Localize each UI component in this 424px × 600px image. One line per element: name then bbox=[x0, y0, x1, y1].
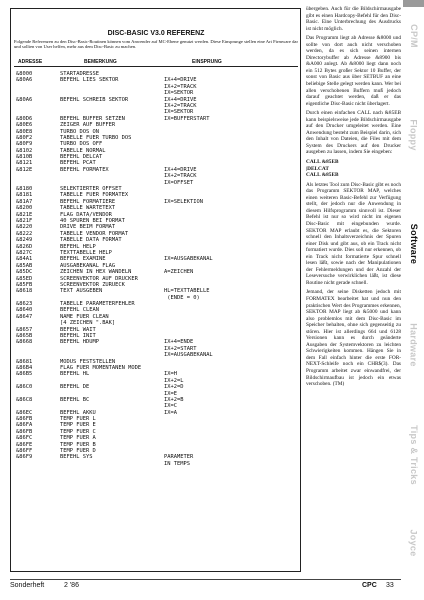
row-bemerkung: TEMP FUER B bbox=[60, 441, 96, 448]
row-einsprung: IX=SELEKTION bbox=[164, 198, 203, 205]
row-einsprung: IX+2=L bbox=[164, 377, 184, 384]
row-adresse: &85AB bbox=[16, 262, 33, 269]
row-adresse: &826D bbox=[16, 243, 33, 250]
row-adresse: &86FC bbox=[16, 435, 33, 442]
row-bemerkung: AUSGABEKANAL FLAG bbox=[60, 262, 116, 269]
row-einsprung: IX+4=DRIVE bbox=[164, 166, 197, 173]
reference-table bbox=[14, 71, 298, 467]
row-einsprung: IX=BUFFERSTART bbox=[164, 115, 210, 122]
row-bemerkung: BEFEHL CLEAN bbox=[60, 307, 99, 314]
row-adresse: &827C bbox=[16, 249, 33, 256]
row-adresse: &86FB bbox=[16, 416, 33, 423]
row-bemerkung: BEFEHL HELP bbox=[60, 243, 96, 250]
row-einsprung: IX+4=ENDE bbox=[164, 339, 194, 346]
tab-cpm: CP/M bbox=[409, 24, 420, 48]
row-bemerkung: [4 ZEICHEN ".BAK] bbox=[60, 320, 116, 327]
row-bemerkung: TEMP FUER L bbox=[60, 416, 96, 423]
row-einsprung: IX=E bbox=[164, 390, 177, 397]
row-adresse: &86FA bbox=[16, 422, 33, 429]
row-adresse: &8181 bbox=[16, 192, 33, 199]
row-adresse: &80D6 bbox=[16, 115, 33, 122]
row-einsprung: IX+2=TRACK bbox=[164, 102, 197, 109]
footer-rule bbox=[10, 579, 401, 580]
row-bemerkung: BEFEHL DE bbox=[60, 384, 90, 391]
row-bemerkung: SCREENVEKTOR ZURUECK bbox=[60, 281, 125, 288]
row-bemerkung: BEFEHL SYS bbox=[60, 454, 93, 461]
row-bemerkung: BEFEHL BUFFER SETZEN bbox=[60, 115, 125, 122]
row-bemerkung: BEFEHL HL bbox=[60, 371, 90, 378]
row-einsprung: IX=C bbox=[164, 403, 177, 410]
row-adresse: &86C8 bbox=[16, 396, 33, 403]
tab-tips-tricks: Tips & Tricks bbox=[409, 425, 420, 485]
row-adresse: &8222 bbox=[16, 230, 33, 237]
row-einsprung: IX+2=START bbox=[164, 345, 197, 352]
row-adresse: &80E6 bbox=[16, 122, 33, 129]
row-bemerkung: DRIVE BEIM FORMAT bbox=[60, 224, 116, 231]
tab-floppy: Floppy bbox=[409, 119, 420, 151]
row-adresse: &86C0 bbox=[16, 384, 33, 391]
row-adresse: &8668 bbox=[16, 339, 33, 346]
row-adresse: &85ED bbox=[16, 275, 33, 282]
row-einsprung: IX+4=DRIVE bbox=[164, 96, 197, 103]
row-adresse: &85DC bbox=[16, 269, 33, 276]
row-adresse: &8220 bbox=[16, 224, 33, 231]
row-adresse: &84A1 bbox=[16, 256, 33, 263]
row-adresse: &8000 bbox=[16, 71, 33, 77]
row-bemerkung: BEFEHL FORMATEX bbox=[60, 166, 109, 173]
row-einsprung: HL=TEXTTABELLE bbox=[164, 288, 210, 295]
row-bemerkung: TURBO DOS ON bbox=[60, 128, 99, 135]
row-einsprung: (ENDE = 0) bbox=[164, 294, 200, 301]
row-bemerkung: BEFEHL SCHREIB SEKTOR bbox=[60, 96, 129, 103]
header-bemerkung: BEMERKUNG bbox=[84, 59, 117, 65]
section-tabs bbox=[403, 0, 424, 600]
row-bemerkung: TABELLE VENDOR FORMAT bbox=[60, 230, 129, 237]
row-bemerkung: BEFEHL DELCAT bbox=[60, 154, 103, 161]
footer-brand: CPC bbox=[362, 582, 377, 589]
article-paragraph: Als letztes Tool zum Disc-Basic gibt es noch das Programm SEKTOR MAP, welches einen weiteren Basic-Befehl zur Verfügung stellt, der jedoch nur die Anwendung in diesem Hilfsprogramm sinnvoll ist. Dieser Befehl ist nur so wird nicht im eigenen Disc-Basic mit eingebunden wurde. SEKTOR MAP erlaubt es, die Sektoren schnell den Inhaltsverzeichnis der Spuren einer Disk und gibt aus, ob ein Track nicht formatiert wurde. Dies soll nur erkennen, ob ein Track nicht formatierte Spur schnell lesen läßt, sowie nach der Manipulationen der Fehlermeldungen und der Anzahl der Leseversuche verwirklichen läßt, ist diese Routine nicht gerade schnell. bbox=[306, 181, 402, 286]
row-adresse: &810B bbox=[16, 154, 33, 161]
reference-intro: Folgende Referenzen zu den Disc-Basic-Routinen können vom Anwender auf MC-Ebene genutzt werden. Diese Einsprunge stellen eine Art Firmware dar und sollten von User helfen, mehr aus dem Disc-Basic zu machen. bbox=[14, 39, 298, 50]
row-einsprung: IX=OFFSET bbox=[164, 179, 194, 186]
row-bemerkung: TEMP FUER D bbox=[60, 448, 96, 455]
footer-issue: 2 '86 bbox=[64, 582, 79, 589]
row-bemerkung: ZEIGER AUF BUFFER bbox=[60, 122, 116, 129]
row-adresse: &8640 bbox=[16, 307, 33, 314]
row-adresse: &86F9 bbox=[16, 454, 33, 461]
row-einsprung: IX+2=D bbox=[164, 384, 184, 391]
row-bemerkung: TEMP FUER E bbox=[60, 422, 96, 429]
row-adresse: &80F9 bbox=[16, 141, 33, 148]
row-bemerkung: BEFEHL AKKU bbox=[60, 409, 96, 416]
row-adresse: &80F2 bbox=[16, 134, 33, 141]
row-adresse: &8121 bbox=[16, 160, 33, 167]
tab-joyce: Joyce bbox=[409, 529, 419, 557]
row-bemerkung: TABELLE PARAMETERFEHLER bbox=[60, 301, 135, 308]
article-paragraph: Das Programm liegt ab Adresse &8000 und sollte von dort auch nicht verschoben werden, da es sich seinen internen Directorybuffer ab Adresse &8900 bis &A000 anlegt. Ab &8000 liegt dann noch ein 512 Bytes großer Sektor 10 Buffer, der sonst von Basic aus über SETBUF an eine beliebige Stelle gelegt werden kann. Wer bei allen verschobenen Buffern muß jedoch darauf geachtet werden, daß er das eigentliche Disc-Basic nicht überlagert. bbox=[306, 35, 401, 107]
code-line: CALL &85EB bbox=[306, 159, 339, 166]
code-line: |DELCAT bbox=[306, 165, 329, 172]
row-bemerkung: BEFEHL FORMATIERE bbox=[60, 198, 116, 205]
row-bemerkung: 40 SPUREN BEI FORMAT bbox=[60, 217, 125, 224]
row-einsprung: IX+2=TRACK bbox=[164, 173, 197, 180]
row-adresse: &8618 bbox=[16, 288, 33, 295]
row-bemerkung: TEMP FUER A bbox=[60, 435, 96, 442]
row-bemerkung: TABELLE NORMAL bbox=[60, 147, 106, 154]
tab-hardware: Hardware bbox=[409, 323, 420, 367]
row-bemerkung: NAME FUER CLEAN bbox=[60, 313, 109, 320]
row-adresse: &8681 bbox=[16, 358, 33, 365]
row-bemerkung: FLAG DATA/VENDOR bbox=[60, 211, 112, 218]
row-adresse: &86FB bbox=[16, 428, 33, 435]
row-adresse: &86EC bbox=[16, 409, 33, 416]
row-adresse: &8657 bbox=[16, 326, 33, 333]
row-adresse: &80A6 bbox=[16, 77, 33, 84]
row-bemerkung: STARTADRESSE bbox=[60, 71, 99, 77]
row-adresse: &8180 bbox=[16, 186, 33, 193]
row-adresse: &821F bbox=[16, 217, 33, 224]
row-bemerkung: TABELLE FUER FORMATEX bbox=[60, 192, 129, 199]
row-bemerkung: TABELLE WARTETEXT bbox=[60, 205, 116, 212]
row-adresse: &821E bbox=[16, 211, 33, 218]
row-einsprung: IX+4=DRIVE bbox=[164, 77, 197, 84]
table-row bbox=[14, 461, 298, 467]
row-bemerkung: BEFEHL INIT bbox=[60, 333, 96, 340]
footer-page-number: 33 bbox=[386, 582, 394, 589]
footer-sonderheft: Sonderheft bbox=[10, 582, 45, 589]
table-header bbox=[14, 58, 298, 67]
header-adresse: ADRESSE bbox=[18, 59, 43, 65]
row-adresse: &86B5 bbox=[16, 371, 33, 378]
row-bemerkung: TEXT AUSGEBEN bbox=[60, 288, 103, 295]
row-adresse: &86B4 bbox=[16, 364, 33, 371]
row-bemerkung: MODUS FESTSTELLEN bbox=[60, 358, 116, 365]
row-einsprung: IX=SEKTOR bbox=[164, 109, 194, 116]
row-bemerkung: SCREENVEKTOR AUF DRUCKER bbox=[60, 275, 138, 282]
row-bemerkung: TABELLE DATA FORMAT bbox=[60, 237, 122, 244]
row-adresse: &81A7 bbox=[16, 198, 33, 205]
row-adresse: &8647 bbox=[16, 313, 33, 320]
article-column bbox=[306, 6, 401, 391]
row-einsprung: IN TEMPS bbox=[164, 460, 190, 467]
reference-title: DISC-BASIC V3.0 REFERENZ bbox=[107, 30, 205, 37]
row-bemerkung: BEFEHL BC bbox=[60, 396, 90, 403]
row-adresse: &8623 bbox=[16, 301, 33, 308]
row-bemerkung: TURBO DOS OFF bbox=[60, 141, 103, 148]
row-einsprung: IX=A bbox=[164, 409, 177, 416]
row-adresse: &8200 bbox=[16, 205, 33, 212]
row-bemerkung: TEXTTABELLE HELP bbox=[60, 249, 112, 256]
row-adresse: &8102 bbox=[16, 147, 33, 154]
row-adresse: &812E bbox=[16, 166, 33, 173]
row-einsprung: IX+2=TRACK bbox=[164, 83, 197, 90]
row-bemerkung: BEFEHL HDUMP bbox=[60, 339, 99, 346]
row-adresse: &85FB bbox=[16, 281, 33, 288]
article-paragraph: Durch einen einfachen CALL nach &85EB kann beispielsweise jede Bildschirmausgabe auf den Drucker umgeleitet werden. Eine Anwendung besteht zum Beispiel darin, sich den Inhalt von Dateien, die Files mit dem System des Druckers auf den Drucker ausgeben zu lassen, indem Sie eingeben: bbox=[306, 110, 401, 156]
row-einsprung: IX+2=B bbox=[164, 396, 184, 403]
row-einsprung: IX=AUSGABEKANAL bbox=[164, 352, 213, 359]
row-adresse: &865B bbox=[16, 333, 33, 340]
code-line: CALL &85EB bbox=[306, 172, 339, 179]
row-adresse: &80A6 bbox=[16, 96, 33, 103]
row-adresse: &86FF bbox=[16, 448, 33, 455]
article-paragraph: übergeben. Auch für die Bildschirmausgabe gibt es einen Hardcopy-Befehl für den Disc-Basic. Eine Unterbrechung des Ausdrucks ist nicht möglich. bbox=[306, 6, 401, 32]
header-einsprung: EINSPRUNG bbox=[192, 59, 222, 65]
row-bemerkung: ZEICHEN IN HEX WANDELN bbox=[60, 269, 132, 276]
row-bemerkung: TABELLE FUER TURBO DOS bbox=[60, 134, 132, 141]
row-einsprung: IX=SEKTOR bbox=[164, 90, 194, 97]
row-bemerkung: FLAG FUER MOMENTANEN MODE bbox=[60, 364, 142, 371]
article-paragraph: Jemand, der seine Disketten jedoch mit FORMATEX bearbeitet hat und nun den praktischen Wert des Programmes erkennen, SEKTOR MAP liegt ab &5000 und kann also problemlos mit dem Disc-Basic im Speicher behalten, ohne sich gegenseitig zu stören. Hier ist allerdings 664 und 6128 Versionen kann es durch geänderte Ausgaben der Systemvektoren zu leichten Schwierigkeiten kommen. Hängen Sie in dem Fall einfach hinter die erste FOR-NEXT-Schleife noch ein CHR$(3). Das Programm arbeitet zwar einwandfrei, der Bildschirmaufbau ist jedoch ein etwas verschoben. (TM) bbox=[306, 289, 401, 388]
row-einsprung: IX=H bbox=[164, 371, 177, 378]
row-adresse: &86FE bbox=[16, 441, 33, 448]
row-einsprung: PARAMETER bbox=[164, 454, 194, 461]
row-einsprung: A=ZEICHEN bbox=[164, 269, 194, 276]
row-adresse: &80E8 bbox=[16, 128, 33, 135]
row-bemerkung: BEFEHL EXAMINE bbox=[60, 256, 106, 263]
row-bemerkung: SELEKTIERTER OFFSET bbox=[60, 186, 122, 193]
tab-software: Software bbox=[409, 223, 420, 265]
row-einsprung: IX=AUSGABEKANAL bbox=[164, 256, 213, 263]
row-adresse: &8249 bbox=[16, 237, 33, 244]
row-bemerkung: TEMP FUER C bbox=[60, 428, 96, 435]
row-bemerkung: BEFEHL LIES SEKTOR bbox=[60, 77, 119, 84]
row-bemerkung: BEFEHL WAIT bbox=[60, 326, 96, 333]
row-bemerkung: BEFEHL PCAT bbox=[60, 160, 96, 167]
